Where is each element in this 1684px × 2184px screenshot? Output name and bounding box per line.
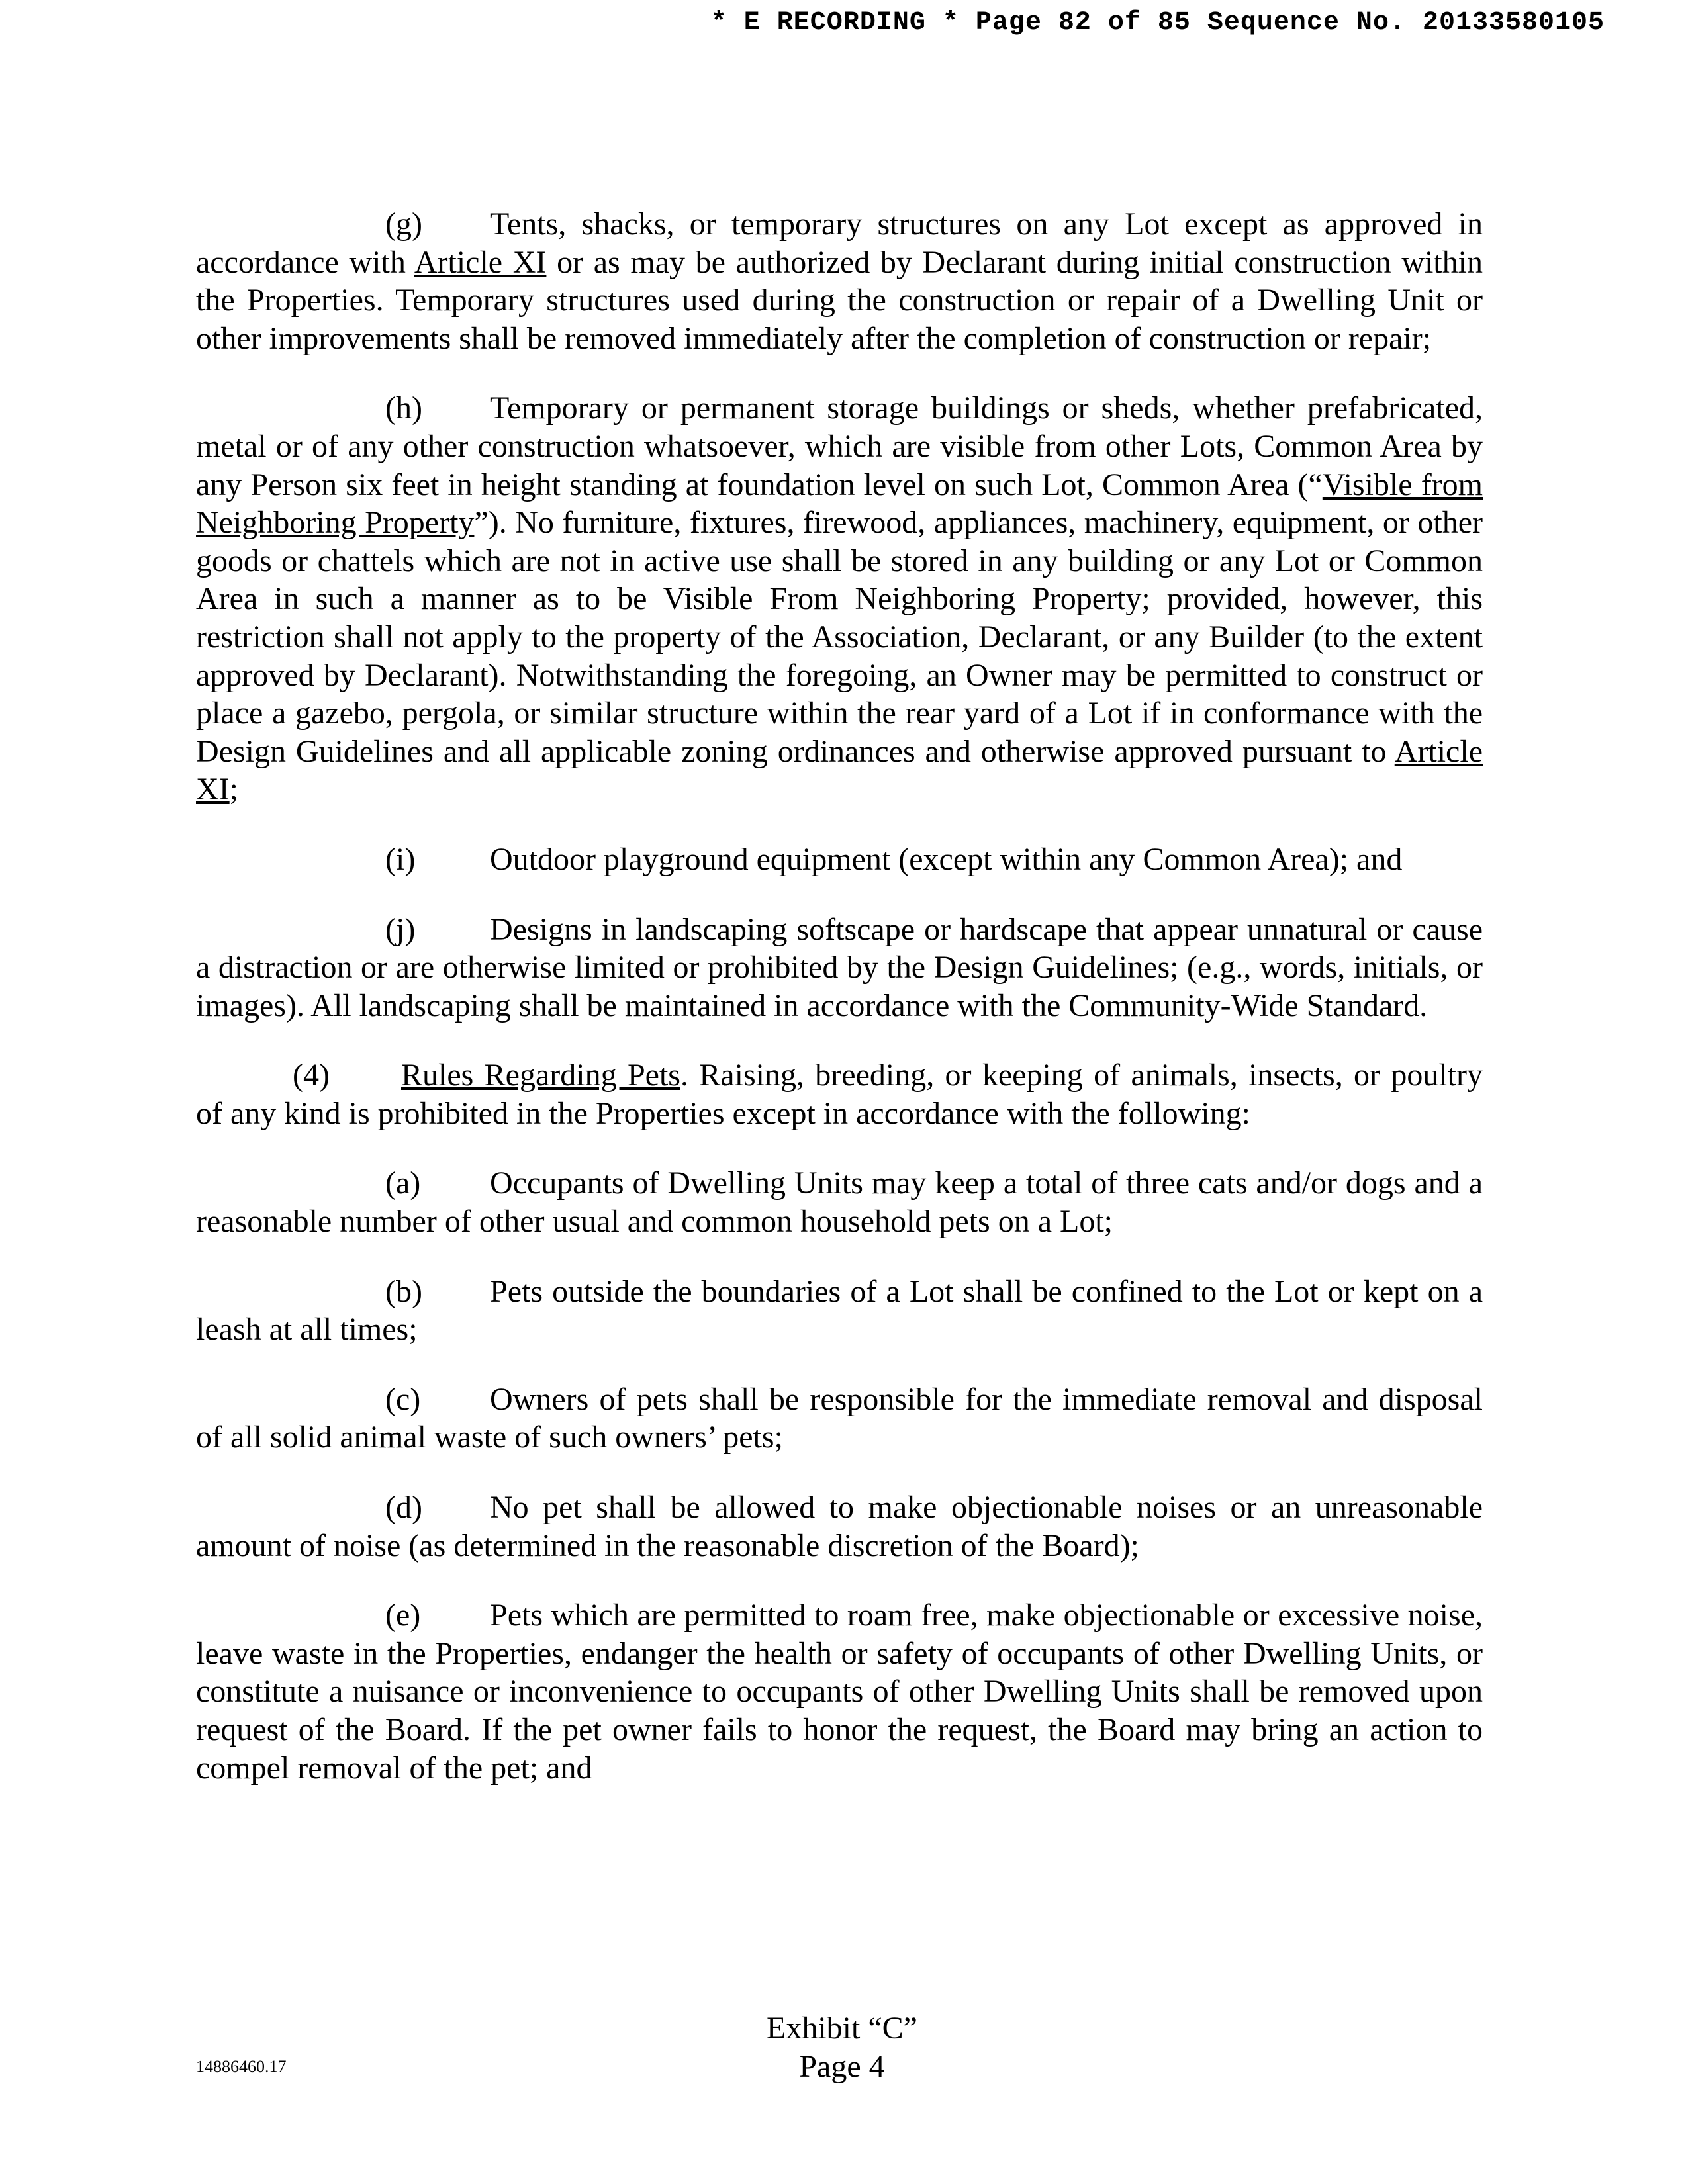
paragraph-e: (e) Pets which are permitted to roam free, make objectionable or excessive noise, leave waste in the Properties, endanger the health or safety of occupants of other Dwelling Units, or constitute a nuisance or inconvenience to occupants of other Dwelling Units shall be removed upon request of the Board. If the pet owner fails to honor the request, the Board may bring an action to compel removal of the pet; and	[196, 1598, 1483, 1786]
paragraph-d: (d) No pet shall be allowed to make objectionable noises or an unreasonable amount of noise (as determined in the reasonable discretion of the Board);	[196, 1490, 1483, 1563]
paragraph-label: (i)	[385, 841, 416, 877]
paragraph-label: (b)	[385, 1273, 422, 1309]
paragraph-h: (h) Temporary or permanent storage buildings or sheds, whether prefabricated, metal or of any other construction whatsoever, which are visible from other Lots, Common Area by any Person six feet in height standing at foundation level on such Lot, Common Area (“Visible from Neighboring Property”). No furniture, fixtures, firewood, appliances, machinery, equipment, or other goods or chattels which are not in active use shall be stored in any building or any Lot or Common Area in such a manner as to be Visible From Neighboring Property; provided, however, this restriction shall not apply to the property of the Association, Declarant, or any Builder (to the extent approved by Declarant). Notwithstanding the foregoing, an Owner may be permitted to construct or place a gazebo, pergola, or similar structure within the rear yard of a Lot if in conformance with the Design Guidelines and all applicable zoning ordinances and otherwise approved pursuant to Article XI;	[196, 390, 1483, 807]
page-number: Page 4	[799, 2049, 885, 2084]
visible-from-neighboring-property-term: Visible from Neighboring Property	[196, 467, 1483, 541]
section-rules-regarding-pets: (4) Rules Regarding Pets. Raising, breeding, or keeping of animals, insects, or poultry of any kind is prohibited in the Properties except in accordance with the following:	[196, 1058, 1483, 1131]
paragraph-label: (a)	[385, 1165, 421, 1201]
paragraph-g: (g) Tents, shacks, or temporary structures on any Lot except as approved in accordance with Article XI or as may be authorized by Declarant during initial construction within the Properties. Temporary structures used during the construction or repair of a Dwelling Unit or other improvements shall be removed immediately after the completion of construction or repair;	[196, 206, 1483, 356]
article-xi-reference: Article XI	[196, 733, 1483, 807]
page-footer	[0, 2009, 1684, 2086]
paragraph-label: (g)	[385, 206, 422, 242]
paragraph-a: (a) Occupants of Dwelling Units may keep a total of three cats and/or dogs and a reasonable number of other usual and common household pets on a Lot;	[196, 1165, 1483, 1240]
paragraph-label: (j)	[385, 911, 416, 947]
paragraph-label: (d)	[385, 1490, 422, 1525]
recording-header: * E RECORDING * Page 82 of 85 Sequence No. 20133580105	[710, 8, 1605, 38]
section-heading: Rules Regarding Pets	[401, 1058, 680, 1093]
section-label: (4)	[293, 1058, 330, 1093]
paragraph-b: (b) Pets outside the boundaries of a Lot shall be confined to the Lot or kept on a leash at all times;	[196, 1273, 1483, 1347]
paragraph-i: (i) Outdoor playground equipment (except within any Common Area); and	[196, 841, 1483, 879]
article-xi-reference: Article XI	[414, 244, 547, 280]
exhibit-label: Exhibit “C”	[767, 2011, 917, 2046]
paragraph-label: (e)	[385, 1598, 421, 1633]
document-body	[196, 205, 1483, 1819]
paragraph-j: (j) Designs in landscaping softscape or hardscape that appear unnatural or cause a distraction or are otherwise limited or prohibited by the Design Guidelines; (e.g., words, initials, or images). All landscaping shall be maintained in accordance with the Community-Wide Standard.	[196, 911, 1483, 1023]
document-id: 14886460.17	[196, 2057, 287, 2076]
paragraph-c: (c) Owners of pets shall be responsible for the immediate removal and disposal of all solid animal waste of such owners’ pets;	[196, 1381, 1483, 1455]
paragraph-label: (h)	[385, 390, 422, 426]
paragraph-label: (c)	[385, 1381, 421, 1417]
